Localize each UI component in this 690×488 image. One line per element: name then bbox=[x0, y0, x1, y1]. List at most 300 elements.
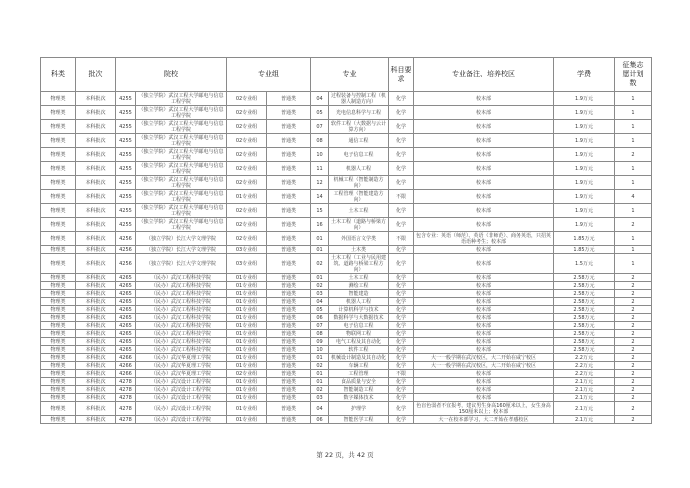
cell-batch: 本科批次 bbox=[76, 298, 116, 306]
cell-tuition: 1.9万元 bbox=[554, 204, 615, 218]
cell-group-type: 普通类 bbox=[267, 204, 311, 218]
cell-remark: 校本部 bbox=[414, 394, 554, 402]
cell-category: 物理类 bbox=[41, 134, 76, 148]
cell-batch: 本科批次 bbox=[76, 246, 116, 254]
cell-group-type: 普通类 bbox=[267, 394, 311, 402]
cell-major-name: 电气工程及其自动化 bbox=[329, 338, 389, 346]
cell-major-code: 02 bbox=[311, 254, 329, 274]
cell-tuition: 1.9万元 bbox=[554, 120, 615, 134]
cell-subject: 化学 bbox=[389, 290, 414, 298]
cell-subject: 化学 bbox=[389, 246, 414, 254]
cell-group-code: 02专业组 bbox=[227, 120, 267, 134]
table-row bbox=[41, 330, 652, 338]
cell-group-code: 03专业组 bbox=[227, 254, 267, 274]
cell-plan: 2 bbox=[615, 274, 652, 282]
cell-group-code: 01专业组 bbox=[227, 362, 267, 370]
cell-group-type: 普通类 bbox=[267, 254, 311, 274]
cell-subject: 化学 bbox=[389, 338, 414, 346]
cell-remark: 校本部 bbox=[414, 148, 554, 162]
cell-subject: 化学 bbox=[389, 330, 414, 338]
cell-group-code: 02专业组 bbox=[227, 92, 267, 106]
header-school: 院校 bbox=[116, 58, 227, 92]
cell-group-type: 普通类 bbox=[267, 92, 311, 106]
cell-school-name: （民办）武汉工程科技学院 bbox=[136, 338, 227, 346]
table-row bbox=[41, 386, 652, 394]
cell-category: 物理类 bbox=[41, 120, 76, 134]
cell-tuition: 2.58万元 bbox=[554, 290, 615, 298]
cell-tuition: 2.58万元 bbox=[554, 314, 615, 322]
table-row bbox=[41, 92, 652, 106]
table-row bbox=[41, 394, 652, 402]
cell-group-type: 普通类 bbox=[267, 274, 311, 282]
cell-plan: 2 bbox=[615, 330, 652, 338]
cell-tuition: 1.9万元 bbox=[554, 218, 615, 232]
header-category: 科类 bbox=[41, 58, 76, 92]
cell-plan: 1 bbox=[615, 204, 652, 218]
cell-subject: 化学 bbox=[389, 378, 414, 386]
cell-major-code: 01 bbox=[311, 232, 329, 246]
cell-school-code: 4278 bbox=[116, 378, 136, 386]
table-header bbox=[41, 58, 652, 92]
cell-major-code: 01 bbox=[311, 274, 329, 282]
table-row bbox=[41, 322, 652, 330]
cell-subject: 化学 bbox=[389, 346, 414, 354]
cell-major-code: 05 bbox=[311, 306, 329, 314]
cell-category: 物理类 bbox=[41, 190, 76, 204]
cell-school-code: 4265 bbox=[116, 330, 136, 338]
cell-group-code: 02专业组 bbox=[227, 370, 267, 378]
cell-major-code: 07 bbox=[311, 322, 329, 330]
cell-group-code: 02专业组 bbox=[227, 232, 267, 246]
cell-major-code: 16 bbox=[311, 218, 329, 232]
cell-major-name: 土木工程（道路与桥梁方向） bbox=[329, 218, 389, 232]
cell-plan: 2 bbox=[615, 218, 652, 232]
cell-school-code: 4265 bbox=[116, 338, 136, 346]
cell-group-code: 01专业组 bbox=[227, 322, 267, 330]
cell-plan: 2 bbox=[615, 306, 652, 314]
cell-school-code: 4266 bbox=[116, 370, 136, 378]
cell-school-name: （民办）武汉设计工程学院 bbox=[136, 416, 227, 424]
cell-category: 物理类 bbox=[41, 354, 76, 362]
cell-batch: 本科批次 bbox=[76, 274, 116, 282]
cell-remark: 校本部 bbox=[414, 306, 554, 314]
cell-school-name: （独立学院）武汉工程大学邮电与信息工程学院 bbox=[136, 162, 227, 176]
cell-school-code: 4255 bbox=[116, 162, 136, 176]
cell-category: 物理类 bbox=[41, 246, 76, 254]
header-subject: 科目要求 bbox=[389, 58, 414, 92]
cell-major-name: 软件工程（大数据与云计算方向） bbox=[329, 120, 389, 134]
cell-group-type: 普通类 bbox=[267, 298, 311, 306]
cell-major-name: 计算机科学与技术 bbox=[329, 306, 389, 314]
cell-school-code: 4278 bbox=[116, 402, 136, 416]
cell-plan: 2 bbox=[615, 290, 652, 298]
cell-batch: 本科批次 bbox=[76, 254, 116, 274]
cell-tuition: 2.2万元 bbox=[554, 362, 615, 370]
cell-plan: 1 bbox=[615, 120, 652, 134]
cell-category: 物理类 bbox=[41, 416, 76, 424]
cell-tuition: 2.58万元 bbox=[554, 306, 615, 314]
cell-tuition: 2.2万元 bbox=[554, 354, 615, 362]
table-row bbox=[41, 402, 652, 416]
cell-major-code: 04 bbox=[311, 92, 329, 106]
table-row bbox=[41, 354, 652, 362]
cell-batch: 本科批次 bbox=[76, 162, 116, 176]
cell-batch: 本科批次 bbox=[76, 306, 116, 314]
cell-plan: 1 bbox=[615, 176, 652, 190]
cell-major-code: 06 bbox=[311, 314, 329, 322]
cell-subject: 化学 bbox=[389, 298, 414, 306]
cell-batch: 本科批次 bbox=[76, 346, 116, 354]
table-row bbox=[41, 134, 652, 148]
cell-category: 物理类 bbox=[41, 92, 76, 106]
cell-major-code: 15 bbox=[311, 204, 329, 218]
cell-remark: 校本部 bbox=[414, 386, 554, 394]
cell-group-type: 普通类 bbox=[267, 386, 311, 394]
cell-batch: 本科批次 bbox=[76, 190, 116, 204]
cell-major-code: 03 bbox=[311, 290, 329, 298]
cell-tuition: 2.58万元 bbox=[554, 330, 615, 338]
cell-group-type: 普通类 bbox=[267, 218, 311, 232]
cell-major-name: 智能医学工程 bbox=[329, 416, 389, 424]
cell-major-name: 护理学 bbox=[329, 402, 389, 416]
cell-batch: 本科批次 bbox=[76, 176, 116, 190]
cell-school-name: （民办）武汉设计工程学院 bbox=[136, 394, 227, 402]
table-row bbox=[41, 338, 652, 346]
cell-group-type: 普通类 bbox=[267, 120, 311, 134]
table-row bbox=[41, 148, 652, 162]
cell-group-type: 普通类 bbox=[267, 370, 311, 378]
cell-school-name: （民办）武汉工程科技学院 bbox=[136, 282, 227, 290]
cell-subject: 化学 bbox=[389, 362, 414, 370]
cell-group-code: 01专业组 bbox=[227, 190, 267, 204]
cell-major-name: 土木类 bbox=[329, 246, 389, 254]
cell-school-name: （民办）武汉工程科技学院 bbox=[136, 274, 227, 282]
table-row bbox=[41, 120, 652, 134]
cell-group-code: 02专业组 bbox=[227, 176, 267, 190]
cell-category: 物理类 bbox=[41, 322, 76, 330]
cell-major-code: 10 bbox=[311, 148, 329, 162]
cell-plan: 2 bbox=[615, 298, 652, 306]
table-row bbox=[41, 162, 652, 176]
cell-major-code: 11 bbox=[311, 162, 329, 176]
cell-major-name: 外国语言文学类 bbox=[329, 232, 389, 246]
cell-plan: 1 bbox=[615, 254, 652, 274]
cell-subject: 化学 bbox=[389, 120, 414, 134]
cell-plan: 2 bbox=[615, 386, 652, 394]
cell-plan: 2 bbox=[615, 370, 652, 378]
cell-category: 物理类 bbox=[41, 306, 76, 314]
cell-subject: 化学 bbox=[389, 314, 414, 322]
cell-remark: 校本部 bbox=[414, 218, 554, 232]
cell-category: 物理类 bbox=[41, 346, 76, 354]
cell-subject: 化学 bbox=[389, 176, 414, 190]
cell-subject: 化学 bbox=[389, 218, 414, 232]
cell-major-code: 08 bbox=[311, 330, 329, 338]
cell-major-code: 05 bbox=[311, 106, 329, 120]
cell-tuition: 2.58万元 bbox=[554, 322, 615, 330]
cell-category: 物理类 bbox=[41, 148, 76, 162]
cell-remark: 校本部 bbox=[414, 254, 554, 274]
cell-plan: 2 bbox=[615, 322, 652, 330]
cell-subject: 化学 bbox=[389, 394, 414, 402]
cell-plan: 2 bbox=[615, 394, 652, 402]
cell-group-type: 普通类 bbox=[267, 162, 311, 176]
cell-school-code: 4255 bbox=[116, 204, 136, 218]
cell-school-code: 4265 bbox=[116, 314, 136, 322]
cell-group-type: 普通类 bbox=[267, 106, 311, 120]
cell-batch: 本科批次 bbox=[76, 148, 116, 162]
cell-remark: 校本部 bbox=[414, 346, 554, 354]
header-tuition: 学费 bbox=[554, 58, 615, 92]
cell-category: 物理类 bbox=[41, 394, 76, 402]
cell-major-code: 10 bbox=[311, 346, 329, 354]
cell-group-type: 普通类 bbox=[267, 290, 311, 298]
cell-remark: 校本部 bbox=[414, 134, 554, 148]
cell-group-type: 普通类 bbox=[267, 402, 311, 416]
cell-group-code: 01专业组 bbox=[227, 274, 267, 282]
cell-category: 物理类 bbox=[41, 232, 76, 246]
cell-major-code: 03 bbox=[311, 394, 329, 402]
cell-group-type: 普通类 bbox=[267, 282, 311, 290]
cell-major-name: 光电信息科学与工程 bbox=[329, 106, 389, 120]
header-batch: 批次 bbox=[76, 58, 116, 92]
cell-tuition: 1.85万元 bbox=[554, 246, 615, 254]
cell-major-name: 机械工程（智能制造方向） bbox=[329, 176, 389, 190]
cell-category: 物理类 bbox=[41, 176, 76, 190]
header-major: 专业 bbox=[311, 58, 389, 92]
cell-batch: 本科批次 bbox=[76, 106, 116, 120]
cell-plan: 2 bbox=[615, 402, 652, 416]
cell-major-name: 通信工程 bbox=[329, 134, 389, 148]
cell-group-type: 普通类 bbox=[267, 148, 311, 162]
cell-batch: 本科批次 bbox=[76, 354, 116, 362]
cell-group-type: 普通类 bbox=[267, 176, 311, 190]
header-plan: 征集志愿计划数 bbox=[615, 58, 652, 92]
cell-batch: 本科批次 bbox=[76, 290, 116, 298]
cell-school-name: （民办）武汉华夏理工学院 bbox=[136, 362, 227, 370]
cell-group-code: 01专业组 bbox=[227, 314, 267, 322]
cell-group-type: 普通类 bbox=[267, 338, 311, 346]
cell-major-name: 智能制造工程 bbox=[329, 386, 389, 394]
cell-group-code: 01专业组 bbox=[227, 354, 267, 362]
cell-school-name: （独立学院）武汉工程大学邮电与信息工程学院 bbox=[136, 106, 227, 120]
cell-school-code: 4265 bbox=[116, 274, 136, 282]
cell-school-name: （独立学院）武汉工程大学邮电与信息工程学院 bbox=[136, 218, 227, 232]
table-row bbox=[41, 416, 652, 424]
cell-major-name: 车辆工程 bbox=[329, 362, 389, 370]
cell-school-name: （民办）武汉工程科技学院 bbox=[136, 346, 227, 354]
cell-plan: 1 bbox=[615, 134, 652, 148]
cell-category: 物理类 bbox=[41, 330, 76, 338]
cell-remark: 包含专业：英语（师范）、英语（非师范）、商务英语，只招英语语种考生；校本部 bbox=[414, 232, 554, 246]
cell-plan: 1 bbox=[615, 162, 652, 176]
table-row bbox=[41, 306, 652, 314]
cell-plan: 2 bbox=[615, 148, 652, 162]
cell-subject: 不限 bbox=[389, 370, 414, 378]
cell-category: 物理类 bbox=[41, 282, 76, 290]
cell-major-name: 土木工程（工业与民用建筑、道路与桥梁工程方向） bbox=[329, 254, 389, 274]
cell-school-code: 4255 bbox=[116, 218, 136, 232]
cell-plan: 2 bbox=[615, 338, 652, 346]
cell-category: 物理类 bbox=[41, 290, 76, 298]
cell-remark: 校本部 bbox=[414, 176, 554, 190]
cell-school-name: （独立学院）长江大学文理学院 bbox=[136, 254, 227, 274]
page-footer: 第 22 页，共 42 页 bbox=[316, 451, 374, 459]
table-body bbox=[41, 92, 652, 424]
cell-major-name: 软件工程 bbox=[329, 346, 389, 354]
cell-tuition: 1.9万元 bbox=[554, 162, 615, 176]
cell-tuition: 2.58万元 bbox=[554, 298, 615, 306]
cell-plan: 2 bbox=[615, 416, 652, 424]
cell-major-code: 01 bbox=[311, 378, 329, 386]
cell-category: 物理类 bbox=[41, 204, 76, 218]
cell-group-code: 03专业组 bbox=[227, 246, 267, 254]
cell-tuition: 1.85万元 bbox=[554, 232, 615, 246]
cell-category: 物理类 bbox=[41, 314, 76, 322]
cell-school-name: （民办）武汉设计工程学院 bbox=[136, 402, 227, 416]
cell-group-code: 02专业组 bbox=[227, 204, 267, 218]
cell-remark: 大一一般学期在武汉校区，大二开始在咸宁校区 bbox=[414, 362, 554, 370]
cell-category: 物理类 bbox=[41, 298, 76, 306]
table-row bbox=[41, 378, 652, 386]
cell-group-type: 普通类 bbox=[267, 232, 311, 246]
cell-remark: 校本部 bbox=[414, 274, 554, 282]
cell-group-code: 02专业组 bbox=[227, 162, 267, 176]
cell-school-code: 4265 bbox=[116, 282, 136, 290]
cell-major-name: 测绘工程 bbox=[329, 282, 389, 290]
cell-school-name: （民办）武汉工程科技学院 bbox=[136, 322, 227, 330]
cell-batch: 本科批次 bbox=[76, 416, 116, 424]
cell-remark: 校本部 bbox=[414, 298, 554, 306]
cell-plan: 2 bbox=[615, 362, 652, 370]
cell-school-code: 4265 bbox=[116, 346, 136, 354]
cell-group-code: 01专业组 bbox=[227, 416, 267, 424]
header-remark: 专业备注、培养校区 bbox=[414, 58, 554, 92]
cell-major-name: 工程管理 bbox=[329, 370, 389, 378]
cell-subject: 化学 bbox=[389, 354, 414, 362]
table-row bbox=[41, 190, 652, 204]
cell-remark: 校本部 bbox=[414, 106, 554, 120]
cell-group-type: 普通类 bbox=[267, 330, 311, 338]
table-row bbox=[41, 246, 652, 254]
cell-school-name: （民办）武汉工程科技学院 bbox=[136, 290, 227, 298]
cell-tuition: 2.1万元 bbox=[554, 402, 615, 416]
cell-subject: 化学 bbox=[389, 134, 414, 148]
cell-remark: 校本部 bbox=[414, 204, 554, 218]
cell-subject: 不限 bbox=[389, 190, 414, 204]
cell-batch: 本科批次 bbox=[76, 378, 116, 386]
cell-subject: 化学 bbox=[389, 306, 414, 314]
cell-school-name: （民办）武汉工程科技学院 bbox=[136, 314, 227, 322]
cell-school-code: 4256 bbox=[116, 232, 136, 246]
cell-batch: 本科批次 bbox=[76, 218, 116, 232]
cell-group-code: 01专业组 bbox=[227, 306, 267, 314]
cell-group-type: 普通类 bbox=[267, 190, 311, 204]
cell-school-code: 4255 bbox=[116, 190, 136, 204]
cell-category: 物理类 bbox=[41, 338, 76, 346]
cell-subject: 化学 bbox=[389, 402, 414, 416]
header-row bbox=[41, 58, 652, 92]
cell-group-code: 01专业组 bbox=[227, 330, 267, 338]
cell-major-code: 02 bbox=[311, 362, 329, 370]
cell-group-code: 01专业组 bbox=[227, 290, 267, 298]
table-row bbox=[41, 298, 652, 306]
cell-major-code: 12 bbox=[311, 176, 329, 190]
cell-school-name: （民办）武汉华夏理工学院 bbox=[136, 354, 227, 362]
cell-plan: 2 bbox=[615, 314, 652, 322]
admissions-table bbox=[40, 57, 652, 424]
cell-remark: 校本部 bbox=[414, 290, 554, 298]
cell-subject: 化学 bbox=[389, 162, 414, 176]
cell-group-code: 01专业组 bbox=[227, 386, 267, 394]
cell-remark: 校本部 bbox=[414, 162, 554, 176]
cell-subject: 化学 bbox=[389, 282, 414, 290]
cell-school-name: （独立学院）武汉工程大学邮电与信息工程学院 bbox=[136, 176, 227, 190]
cell-batch: 本科批次 bbox=[76, 394, 116, 402]
cell-batch: 本科批次 bbox=[76, 402, 116, 416]
table-row bbox=[41, 346, 652, 354]
cell-tuition: 2.58万元 bbox=[554, 282, 615, 290]
cell-remark: 大一在校本部学习，大二开始在孝感校区 bbox=[414, 416, 554, 424]
cell-group-type: 普通类 bbox=[267, 314, 311, 322]
cell-tuition: 2.58万元 bbox=[554, 346, 615, 354]
cell-tuition: 1.9万元 bbox=[554, 92, 615, 106]
cell-plan: 1 bbox=[615, 232, 652, 246]
cell-major-name: 过程装备与控制工程（机器人制造方向） bbox=[329, 92, 389, 106]
cell-school-code: 4278 bbox=[116, 394, 136, 402]
cell-tuition: 1.9万元 bbox=[554, 134, 615, 148]
cell-category: 物理类 bbox=[41, 274, 76, 282]
cell-school-name: （独立学院）武汉工程大学邮电与信息工程学院 bbox=[136, 204, 227, 218]
cell-major-name: 机械设计制造及其自动化 bbox=[329, 354, 389, 362]
cell-major-name: 土木工程 bbox=[329, 204, 389, 218]
cell-major-code: 09 bbox=[311, 338, 329, 346]
cell-subject: 化学 bbox=[389, 254, 414, 274]
cell-remark: 校本部 bbox=[414, 92, 554, 106]
cell-tuition: 1.9万元 bbox=[554, 106, 615, 120]
cell-tuition: 2.1万元 bbox=[554, 394, 615, 402]
cell-school-code: 4255 bbox=[116, 92, 136, 106]
cell-school-name: （民办）武汉设计工程学院 bbox=[136, 386, 227, 394]
cell-remark: 校本部 bbox=[414, 338, 554, 346]
cell-subject: 化学 bbox=[389, 322, 414, 330]
cell-batch: 本科批次 bbox=[76, 362, 116, 370]
cell-school-name: （独立学院）长江大学文理学院 bbox=[136, 232, 227, 246]
cell-group-type: 普通类 bbox=[267, 346, 311, 354]
table-row bbox=[41, 218, 652, 232]
cell-group-code: 01专业组 bbox=[227, 378, 267, 386]
cell-batch: 本科批次 bbox=[76, 120, 116, 134]
cell-major-name: 食品质量与安全 bbox=[329, 378, 389, 386]
cell-group-code: 01专业组 bbox=[227, 338, 267, 346]
cell-group-code: 02专业组 bbox=[227, 218, 267, 232]
cell-subject: 化学 bbox=[389, 106, 414, 120]
cell-category: 物理类 bbox=[41, 370, 76, 378]
table-row bbox=[41, 282, 652, 290]
cell-major-code: 14 bbox=[311, 190, 329, 204]
cell-school-code: 4255 bbox=[116, 148, 136, 162]
cell-remark: 校本部 bbox=[414, 322, 554, 330]
cell-group-code: 02专业组 bbox=[227, 106, 267, 120]
cell-tuition: 2.58万元 bbox=[554, 274, 615, 282]
cell-batch: 本科批次 bbox=[76, 386, 116, 394]
cell-school-name: （民办）武汉设计工程学院 bbox=[136, 378, 227, 386]
cell-major-code: 01 bbox=[311, 370, 329, 378]
cell-group-type: 普通类 bbox=[267, 134, 311, 148]
cell-category: 物理类 bbox=[41, 378, 76, 386]
cell-major-code: 04 bbox=[311, 402, 329, 416]
cell-school-code: 4255 bbox=[116, 106, 136, 120]
